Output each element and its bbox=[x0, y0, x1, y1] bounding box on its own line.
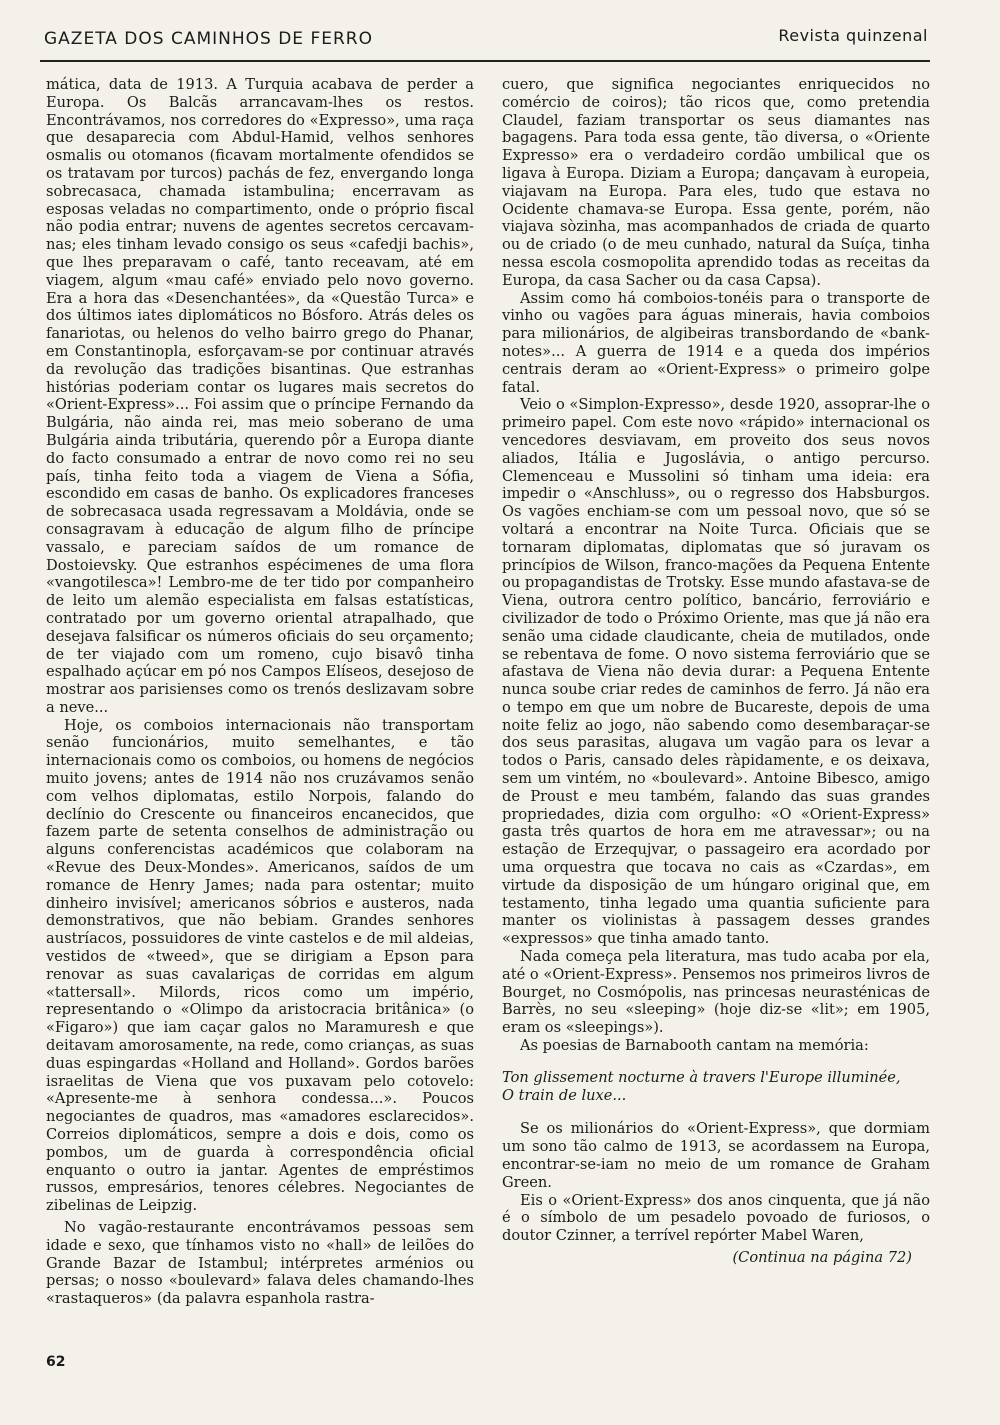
paragraph: As poesias de Barnabooth cantam na memória: bbox=[520, 1037, 869, 1055]
paragraph: No vagão-restaurante encontrávamos pessoas sem idade e sexo, que tínhamos visto no «hall» de leilões do Grande Bazar de Istambul; intérpretes arménios ou persas; o nosso «boulevard» falava deles chamando-lhes «rastaqueros» (da palavra espanhola rastra- bbox=[46, 1219, 474, 1308]
poem-quote bbox=[502, 1069, 930, 1105]
journal-title: GAZETA DOS CAMINHOS DE FERRO bbox=[44, 29, 373, 49]
paragraph: mática, data de 1913. A Turquia acabava de perder a Europa. Os Balcãs arrancavam-lhes os restos. Encontrávamos, nos corredores do «Expresso», uma raça que desaparecia com Abdul-Hamid, velhos senhores osmalis ou otomanos (ficavam mortalmente ofendidos se os tratavam por turcos) pachás de fez, envergando longa sobrecasaca, chamada istambulina; encerravam as esposas veladas no compartimento, onde o próprio fiscal não podia entrar; nuvens de agentes secretos cercavam-nas; eles tinham levado consigo os seus «cafedji bachis», que lhes preparavam o café, tanto receavam, até em viagem, algum «mau café» enviado pelo novo governo. Era a hora das «Desenchantées», da «Questão Turca» e dos últimos iates diplomáticos no Bósforo. Atrás deles os fanariotas, ou helenos do velho bairro grego do Phanar, em Constantinopla, esforçavam-se por continuar através da revolução das tradições bisantinas. Que estranhas histórias poderiam contar os lugares mais secretos do «Orient-Express»... Foi assim que o príncipe Fernando da Bulgária, não ainda rei, mas meio soberano de uma Bulgária ainda tributária, querendo pôr a Europa diante do facto consumado a entrar de novo como rei no seu país, tinha feito toda a viagem de Viena a Sófia, escondido em casas de banho. Os explicadores franceses de sobrecasaca usada regressavam a Moldávia, onde se consagravam à educação de algum filho de príncipe vassalo, e pareciam saídos de um romance de Dostoievsky. Que estranhos espécimenes de uma flora «vangotilesca»! Lembro-me de ter tido por companheiro de leito um alemão especialista em falsas estatísticas, contratado por um governo oriental atrapalhado, que desejava falsificar os números oficiais do seu orçamento; de ter viajado com um romeno, cujo bisavô tinha espalhado açúcar em pó nos Campos Elíseos, desejoso de mostrar aos parisienses como os trenós deslizavam sobre a neve... bbox=[46, 76, 474, 716]
left-column bbox=[46, 76, 474, 1308]
paragraph: Assim como há comboios-tonéis para o transporte de vinho ou vagões para águas minerais, havia comboios para milionários, de algibeiras transbordando de «bank-notes»... A guerra de 1914 e a queda dos impérios centrais deram ao «Orient-Express» o primeiro golpe fatal. bbox=[502, 289, 930, 396]
paragraph: cuero, que significa negociantes enriquecidos no comércio de coiros); tão ricos que, como pretendia Claudel, faziam transportar os seus diamantes nas bagagens. Para toda essa gente, tão diversa, o «Oriente Expresso» era o verdadeiro cordão umbilical que os ligava à Europa. Diziam a Europa; dançavam à europeia, viajavam na Europa. Para eles, tudo que estava no Ocidente chamava-se Europa. Essa gente, porém, não viajava sòzinha, mas acompanhados de criada de quarto ou de criado (o de meu cunhado, natural da Suíça, tinha nessa escola cosmopolita aprendido todas as receitas da Europa, da casa Sacher ou da casa Capsa). bbox=[502, 76, 930, 289]
paragraph: Se os milionários do «Orient-Express», que dormiam um sono tão calmo de 1913, se acordassem na Europa, encontrar-se-iam no meio de um romance de Graham Green. bbox=[502, 1120, 930, 1191]
continuation-note: (Continua na página 72) bbox=[732, 1249, 912, 1266]
right-column bbox=[502, 76, 930, 1267]
page-number: 62 bbox=[46, 1354, 66, 1370]
journal-subtitle: Revista quinzenal bbox=[778, 26, 928, 45]
paragraph: Eis o «Orient-Express» dos anos cinquenta, que já não é o símbolo de um pesadelo povoado de furiosos, o doutor Czinner, a terrível repórter Mabel Waren, bbox=[502, 1191, 930, 1245]
paragraph: Veio o «Simplon-Expresso», desde 1920, assoprar-lhe o primeiro papel. Com este novo «rápido» internacional os vencedores desviavam, em proveito dos seus novos aliados, Itália e Jugoslávia, o antigo percurso. Clemenceau e Mussolini só tinham uma ideia: era impedir o «Anschluss», ou o regresso dos Habsburgos. Os vagões enchiam-se com um pessoal novo, que só se voltará a encontrar na Noite Turca. Oficiais que se tornaram diplomatas, diplomatas que só juravam os princípios de Wilson, franco-mações da Pequena Entente ou propagandistas de Trotsky. Esse mundo afastava-se de Viena, outrora centro político, bancário, ferroviário e civilizador de todo o Próximo Oriente, mas que já não era senão uma cidade claudicante, cheia de mutilados, onde se rebentava de fome. O novo sistema ferroviário que se afastava de Viena não devia durar: a Pequena Entente nunca soube criar redes de caminhos de ferro. Já não era o tempo em que um nobre de Bucareste, depois de uma noite feliz ao jogo, não sabendo como desembaraçar-se dos seus parasitas, alugava um vagão para os levar a todos o Paris, cansado deles ràpidamente, e os deixava, sem um vintém, no «boulevard». Antoine Bibesco, amigo de Proust e meu também, falando das suas grandes propriedades, dizia com orgulho: «O «Orient-Express» gasta três quartos de hora em me atravessar»; ou na estação de Erzequjvar, o passageiro era acordado por uma orquestra que tocava no cais as «Czardas», em virtude da disposição de um húngaro original que, em testamento, tinha legado uma quantia suficiente para manter os violinistas à passagem desses grandes «expressos» que tinha amado tanto. bbox=[502, 396, 930, 948]
quote-line: O train de luxe... bbox=[502, 1086, 627, 1104]
quote-line: Ton glissement nocturne à travers l'Europe illuminée, bbox=[502, 1068, 901, 1086]
paragraph: Nada começa pela literatura, mas tudo acaba por ela, até o «Orient-Express». Pensemos nos primeiros livros de Bourget, no Cosmópolis, nas princesas neurasténicas de Barrès, no seu «sleeping» (hoje diz-se «lit»; em 1905, eram os «sleepings»). bbox=[502, 948, 930, 1037]
page-header bbox=[40, 20, 930, 62]
paragraph: Hoje, os comboios internacionais não transportam senão funcionários, muito semelhantes, e tão internacionais como os comboios, ou homens de negócios muito jovens; antes de 1914 não nos cruzávamos senão com velhos diplomatas, estilo Norpois, falando do declínio do Crescente ou financeiros encanecidos, que fazem parte de setenta conselhos de administração ou alguns conferencistas académicos que colaboram na «Revue des Deux-Mondes». Americanos, saídos de um romance de Henry James; nada para ostentar; muito dinheiro invisível; americanos sóbrios e austeros, nada demonstrativos, que não bebiam. Grandes senhores austríacos, possuidores de vinte castelos e de mil aldeias, vestidos de «tweed», que se dirigiam a Epson para renovar as suas cavalariças de corridas em algum «tattersall». Milords, ricos como um império, representando o «Olimpo da aristocracia britânica» (o «Figaro») que iam caçar galos no Maramuresh e que deitavam amorosamente, na rede, como crianças, as suas duas espingardas «Holland and Holland». Gordos barões israelitas de Viena que vos puxavam pelo cotovelo: «Apresente-me à senhora condessa...». Poucos negociantes de quadros, mas «amadores esclarecidos». Correios diplomáticos, sempre a dois e dois, como os pombos, um de guarda à correspondência oficial enquanto o outro ia jantar. Agentes de empréstimos russos, empresários, tenores célebres. Negociantes de zibelinas de Leipzig. bbox=[46, 716, 474, 1215]
